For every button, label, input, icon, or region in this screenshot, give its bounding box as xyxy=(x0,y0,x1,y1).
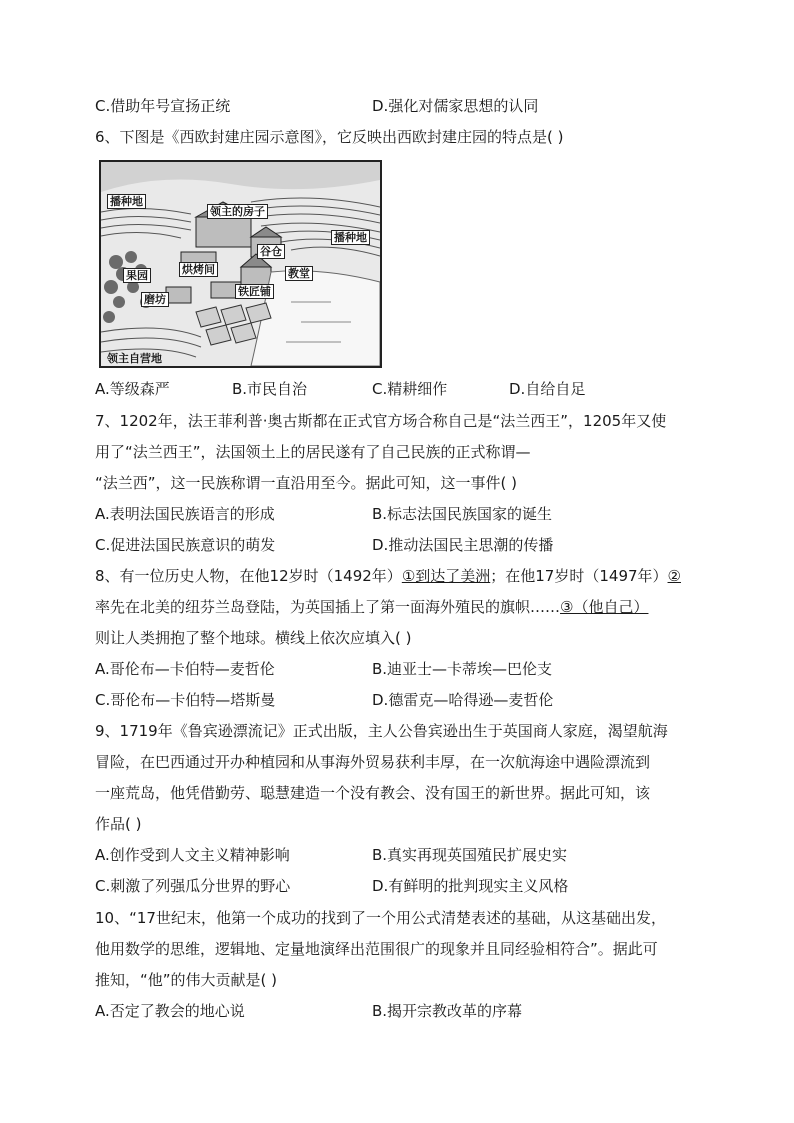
option-c-prev: C.借助年号宣扬正统 xyxy=(95,97,231,115)
question-7-line-2: 用了“法兰西王”，法国领土上的居民遂有了自己民族的正式称谓— xyxy=(95,443,531,461)
question-7-line-1: 7、1202年，法王菲利普·奥古斯都在正式官方场合称自己是“法兰西王”，1205年又使 xyxy=(95,412,667,430)
label-mill: 磨坊 xyxy=(141,292,169,307)
q10-option-b: B.揭开宗教改革的序幕 xyxy=(372,1002,523,1020)
q6-option-a: A.等级森严 xyxy=(95,380,170,398)
label-lord-demesne: 领主自营地 xyxy=(107,352,162,365)
question-9-line-1: 9、1719年《鲁宾逊漂流记》正式出版，主人公鲁宾逊出生于英国商人家庭，渴望航海 xyxy=(95,722,668,740)
label-sowing-field-left: 播种地 xyxy=(107,194,146,209)
q8-blank-3: ③（他自己） xyxy=(560,598,649,616)
q6-option-b: B.市民自治 xyxy=(232,380,308,398)
q8-blank-1: ①到达了美洲 xyxy=(401,567,491,585)
q9-option-b: B.真实再现英国殖民扩展史实 xyxy=(372,846,568,864)
question-10-line-2: 他用数学的思维，逻辑地、定量地演绎出范围很广的现象并且同经验相符合”。据此可 xyxy=(95,940,658,958)
manor-illustration xyxy=(101,162,380,366)
q8-text-1a: 8、有一位历史人物，在他12岁时（1492年） xyxy=(95,567,402,585)
q8-text-2a: 率先在北美的纽芬兰岛登陆，为英国插上了第一面海外殖民的旗帜 xyxy=(95,598,531,616)
q10-option-a: A.否定了教会的地心说 xyxy=(95,1002,245,1020)
label-orchard: 果园 xyxy=(123,268,151,283)
question-8-line-1 xyxy=(95,566,681,586)
q8-blank-2-marker: ② xyxy=(667,567,681,585)
q7-option-a: A.表明法国民族语言的形成 xyxy=(95,505,275,523)
label-church: 教堂 xyxy=(285,266,313,281)
q8-ellipsis: …… xyxy=(530,598,561,616)
q8-option-c: C.哥伦布—卡伯特—塔斯曼 xyxy=(95,691,276,709)
q8-option-d: D.德雷克—哈得逊—麦哲伦 xyxy=(372,691,554,709)
q6-option-d: D.自给自足 xyxy=(509,380,586,398)
q6-option-c: C.精耕细作 xyxy=(372,380,448,398)
question-8-line-3: 则让人类拥抱了整个地球。横线上依次应填入( ) xyxy=(95,629,412,647)
option-d-prev: D.强化对儒家思想的认同 xyxy=(372,97,539,115)
question-9-line-2: 冒险，在巴西通过开办种植园和从事海外贸易获利丰厚，在一次航海途中遇险漂流到 xyxy=(95,753,651,771)
label-granary: 谷仓 xyxy=(257,244,285,259)
manor-diagram xyxy=(99,160,382,368)
label-sowing-field-right: 播种地 xyxy=(331,230,370,245)
q9-option-c: C.刺激了列强瓜分世界的野心 xyxy=(95,877,291,895)
question-10-line-3: 推知，“他”的伟大贡献是( ) xyxy=(95,971,278,989)
label-bakehouse: 烘烤间 xyxy=(179,262,218,277)
q8-option-b: B.迪亚士—卡蒂埃—巴伦支 xyxy=(372,660,553,678)
q7-option-c: C.促进法国民族意识的萌发 xyxy=(95,536,276,554)
q9-option-d: D.有鲜明的批判现实主义风格 xyxy=(372,877,569,895)
question-6-stem: 6、下图是《西欧封建庄园示意图》，它反映出西欧封建庄园的特点是( ) xyxy=(95,128,564,146)
question-8-line-2 xyxy=(95,597,648,617)
q8-text-1c: ；在他17岁时（1497年） xyxy=(490,567,668,585)
label-smithy: 铁匠铺 xyxy=(235,284,274,299)
question-9-line-3: 一座荒岛，他凭借勤劳、聪慧建造一个没有教会、没有国王的新世界。据此可知，该 xyxy=(95,784,651,802)
label-lord-house: 领主的房子 xyxy=(207,204,268,219)
q8-option-a: A.哥伦布—卡伯特—麦哲伦 xyxy=(95,660,275,678)
question-9-line-4: 作品( ) xyxy=(95,815,142,833)
question-7-line-3: “法兰西”，这一民族称谓一直沿用至今。据此可知，这一事件( ) xyxy=(95,474,518,492)
q7-option-d: D.推动法国民主思潮的传播 xyxy=(372,536,554,554)
q7-option-b: B.标志法国民族国家的诞生 xyxy=(372,505,553,523)
q9-option-a: A.创作受到人文主义精神影响 xyxy=(95,846,290,864)
question-10-line-1: 10、“17世纪末，他第一个成功的找到了一个用公式清楚表述的基础，从这基础出发， xyxy=(95,909,666,927)
